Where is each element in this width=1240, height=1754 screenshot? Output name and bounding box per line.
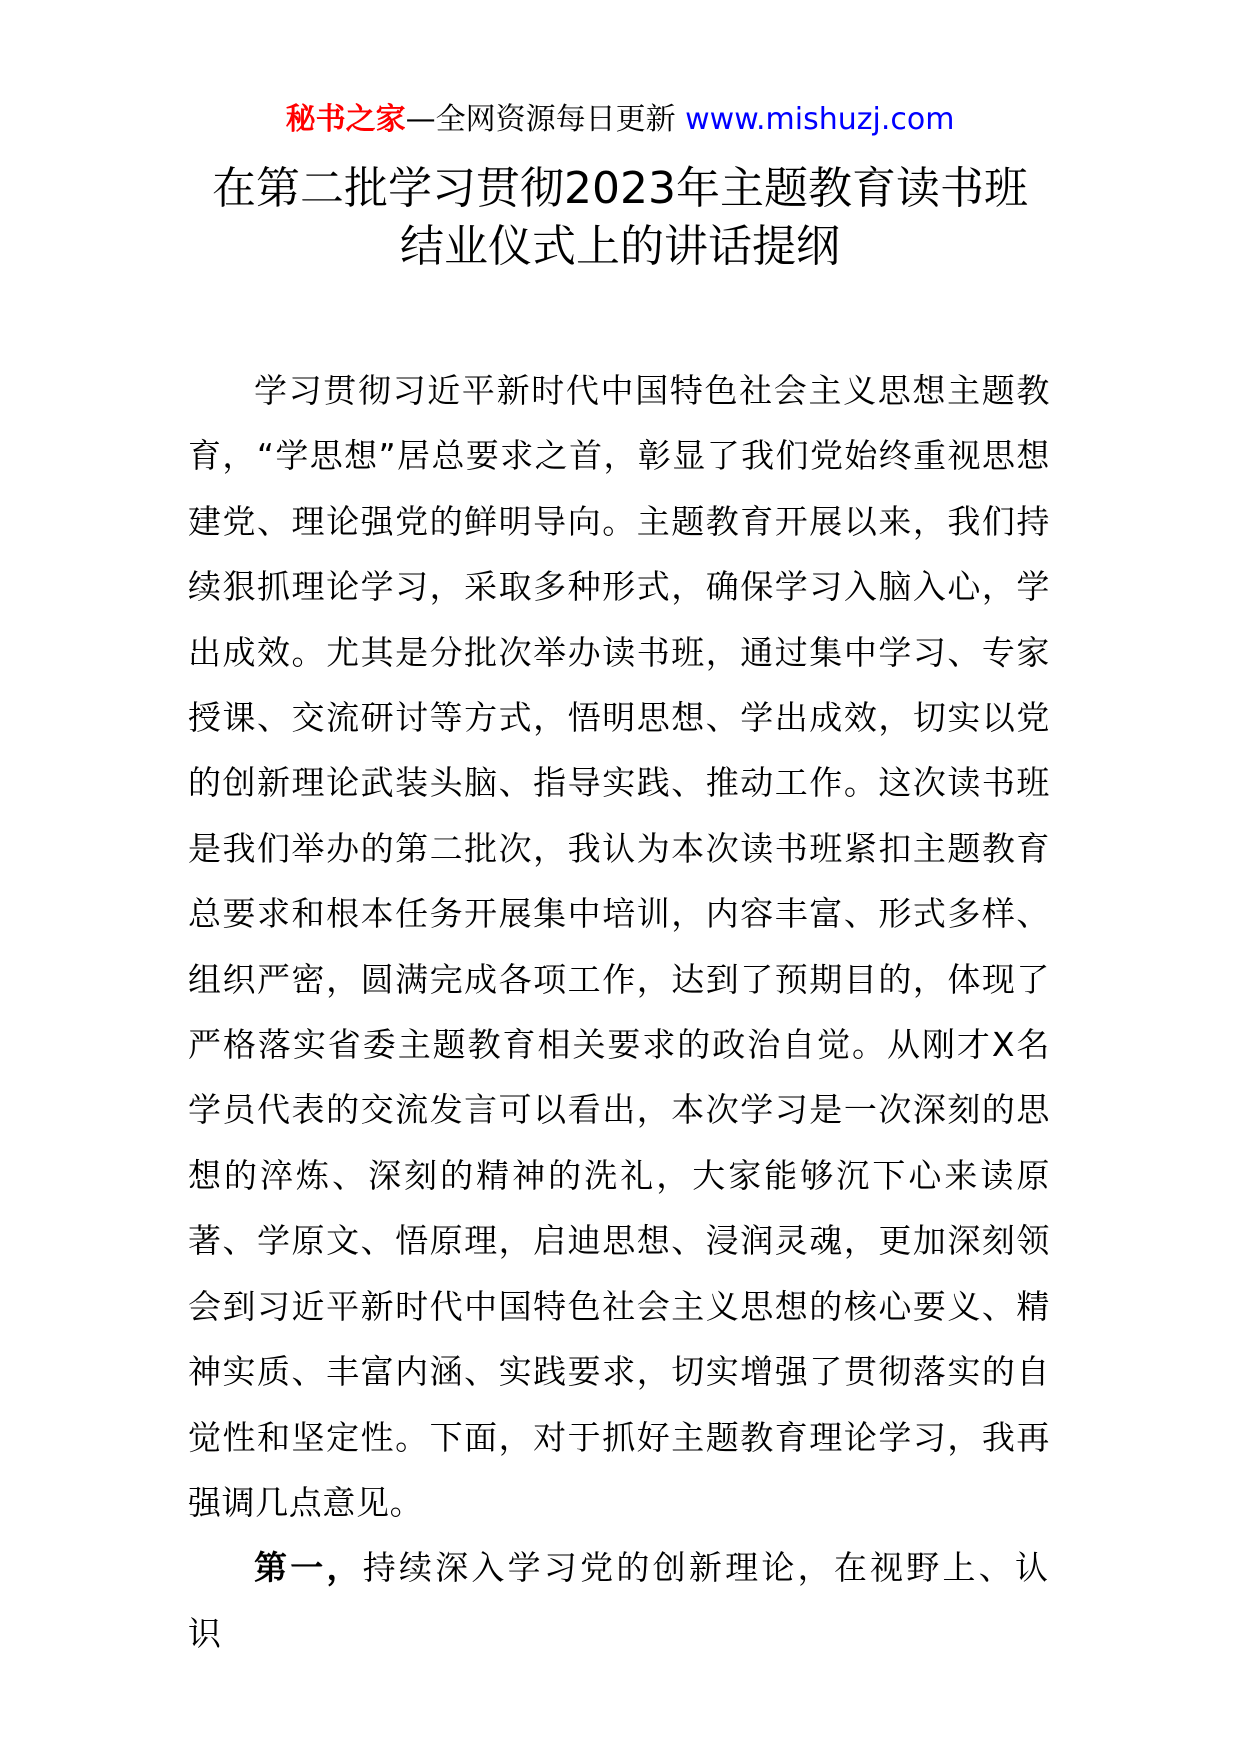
title-line-1: 在第二批学习贯彻2023年主题教育读书班 [212, 163, 1028, 214]
section-heading-paragraph [188, 1535, 1050, 1666]
site-banner [0, 98, 1240, 142]
website-link[interactable]: www.mishuzj.com [685, 102, 955, 137]
banner-tagline: —全网资源每日更新 [405, 102, 686, 137]
section-heading-text: 持续深入学习党的创新理论，在视野上、认识 [188, 1548, 1051, 1653]
title-line-2: 结业仪式上的讲话提纲 [400, 221, 840, 272]
document-title [100, 160, 1140, 276]
body-paragraph: 学习贯彻习近平新时代中国特色社会主义思想主题教育，“学思想”居总要求之首，彰显了我们党始终重视思想建党、理论强党的鲜明导向。主题教育开展以来，我们持续狠抓理论学习，采取多种形式，确保学习入脑入心，学出成效。尤其是分批次举办读书班，通过集中学习、专家授课、交流研讨等方式，悟明思想、学出成效，切实以党的创新理论武装头脑、指导实践、推动工作。这次读书班是我们举办的第二批次，我认为本次读书班紧扣主题教育总要求和根本任务开展集中培训，内容丰富、形式多样、组织严密，圆满完成各项工作，达到了预期目的，体现了严格落实省委主题教育相关要求的政治自觉。从刚才X名学员代表的交流发言可以看出，本次学习是一次深刻的思想的淬炼、深刻的精神的洗礼，大家能够沉下心来读原著、学原文、悟原理，启迪思想、浸润灵魂，更加深刻领会到习近平新时代中国特色社会主义思想的核心要义、精神实质、丰富内涵、实践要求，切实增强了贯彻落实的自觉性和坚定性。下面，对于抓好主题教育理论学习，我再强调几点意见。 [188, 371, 1050, 1522]
section-ordinal: 第一， [254, 1548, 363, 1588]
brand-name[interactable]: 秘书之家 [285, 102, 406, 137]
document-body [188, 358, 1050, 1666]
